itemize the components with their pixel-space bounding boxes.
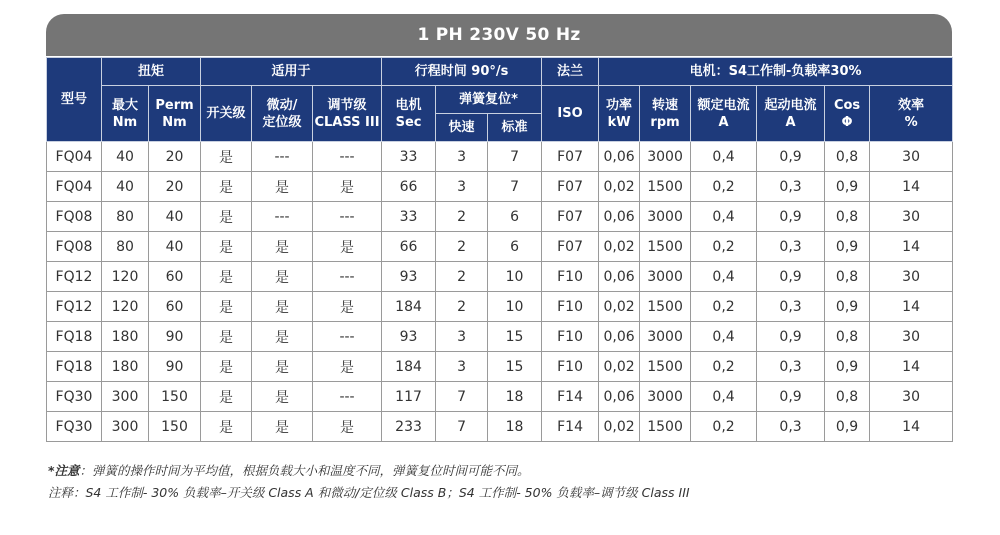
table-cell: 3 — [436, 352, 488, 382]
table-row — [47, 202, 953, 232]
table-cell: 0,9 — [757, 142, 825, 172]
table-cell: 0,02 — [599, 292, 640, 322]
table-cell: 90 — [149, 322, 201, 352]
table-cell: 7 — [488, 142, 542, 172]
table-cell: --- — [313, 262, 382, 292]
note-duty: 注释：S4 工作制- 30% 负载率–开关级 Class A 和微动/定位级 Class B；S4 工作制- 50% 负载率–调节级 Class III — [48, 485, 690, 500]
table-cell: 0,02 — [599, 172, 640, 202]
table-cell: 1500 — [640, 172, 691, 202]
table-cell: 66 — [382, 232, 436, 262]
table-cell: 0,06 — [599, 322, 640, 352]
table-cell: 117 — [382, 382, 436, 412]
footnotes — [48, 460, 952, 504]
table-cell: --- — [252, 202, 313, 232]
table-cell: 0,8 — [825, 322, 870, 352]
header-motor-group: 电机：S4工作制-负载率30% — [599, 58, 953, 86]
header-flange: 法兰 — [542, 58, 599, 86]
table-cell: 6 — [488, 232, 542, 262]
table-cell: 0,3 — [757, 412, 825, 442]
table-cell: 1500 — [640, 232, 691, 262]
table-cell: 是 — [252, 232, 313, 262]
table-cell: F07 — [542, 172, 599, 202]
table-cell: 0,8 — [825, 202, 870, 232]
table-cell: 2 — [436, 292, 488, 322]
header-flange-iso: ISO — [542, 86, 599, 142]
table-cell: 是 — [201, 202, 252, 232]
table-cell: 1500 — [640, 412, 691, 442]
table-cell: 20 — [149, 142, 201, 172]
table-row — [47, 412, 953, 442]
table-cell: 180 — [102, 322, 149, 352]
table-cell: 3 — [436, 322, 488, 352]
table-cell: FQ12 — [47, 262, 102, 292]
table-cell: 40 — [149, 202, 201, 232]
table-cell: 0,2 — [691, 292, 757, 322]
table-cell: 7 — [488, 172, 542, 202]
table-cell: 60 — [149, 262, 201, 292]
table-cell: 是 — [201, 142, 252, 172]
table-cell: FQ30 — [47, 412, 102, 442]
table-cell: FQ18 — [47, 352, 102, 382]
table-cell: FQ30 — [47, 382, 102, 412]
table-cell: 0,8 — [825, 262, 870, 292]
table-cell: 93 — [382, 262, 436, 292]
table-row — [47, 382, 953, 412]
header-stroke-time: 行程时间 90°/s — [382, 58, 542, 86]
table-cell: 是 — [252, 292, 313, 322]
table-cell: 184 — [382, 352, 436, 382]
header-power: 功率 kW — [599, 86, 640, 142]
table-cell: 40 — [102, 172, 149, 202]
table-cell: 150 — [149, 412, 201, 442]
table-cell: 1500 — [640, 292, 691, 322]
table-cell: 0,2 — [691, 412, 757, 442]
table-cell: F14 — [542, 412, 599, 442]
header-switch-class: 开关级 — [201, 86, 252, 142]
table-cell: 7 — [436, 412, 488, 442]
table-cell: 3000 — [640, 142, 691, 172]
table-cell: 66 — [382, 172, 436, 202]
table-cell: 0,9 — [757, 202, 825, 232]
table-header — [47, 58, 953, 142]
table-cell: 14 — [870, 412, 953, 442]
table-cell: 是 — [313, 412, 382, 442]
table-cell: 14 — [870, 352, 953, 382]
header-model: 型号 — [47, 58, 102, 142]
table-cell: 是 — [252, 382, 313, 412]
table-cell: 0,9 — [825, 292, 870, 322]
table-cell: FQ12 — [47, 292, 102, 322]
table-cell: 30 — [870, 262, 953, 292]
table-cell: 90 — [149, 352, 201, 382]
table-cell: 0,9 — [757, 262, 825, 292]
table-cell: 60 — [149, 292, 201, 322]
table-cell: --- — [252, 142, 313, 172]
table-cell: 是 — [252, 412, 313, 442]
table-cell: F10 — [542, 352, 599, 382]
table-cell: 33 — [382, 142, 436, 172]
table-cell: 300 — [102, 412, 149, 442]
table-cell: 0,9 — [825, 352, 870, 382]
table-cell: FQ08 — [47, 202, 102, 232]
table-cell: 3000 — [640, 322, 691, 352]
table-cell: 3000 — [640, 262, 691, 292]
table-cell: 0,4 — [691, 202, 757, 232]
table-cell: 是 — [252, 352, 313, 382]
header-speed: 转速 rpm — [640, 86, 691, 142]
table-cell: FQ08 — [47, 232, 102, 262]
table-cell: 是 — [201, 352, 252, 382]
table-row — [47, 232, 953, 262]
header-efficiency: 效率 % — [870, 86, 953, 142]
table-row — [47, 352, 953, 382]
table-cell: 150 — [149, 382, 201, 412]
table-cell: 0,02 — [599, 352, 640, 382]
table-cell: 7 — [436, 382, 488, 412]
table-row — [47, 292, 953, 322]
table-cell: 0,02 — [599, 232, 640, 262]
table-cell: 80 — [102, 202, 149, 232]
table-cell: 是 — [201, 232, 252, 262]
table-cell: F07 — [542, 142, 599, 172]
table-cell: 是 — [201, 412, 252, 442]
table-cell: 14 — [870, 232, 953, 262]
table-cell: FQ04 — [47, 142, 102, 172]
table-cell: 18 — [488, 412, 542, 442]
table-cell: 是 — [201, 292, 252, 322]
table-cell: F07 — [542, 202, 599, 232]
table-cell: 是 — [252, 262, 313, 292]
table-cell: 0,8 — [825, 382, 870, 412]
table-cell: 0,06 — [599, 382, 640, 412]
header-applicable: 适用于 — [201, 58, 382, 86]
table-cell: 30 — [870, 322, 953, 352]
spec-table — [46, 57, 953, 442]
table-cell: 0,9 — [825, 412, 870, 442]
table-cell: 2 — [436, 202, 488, 232]
table-cell: 1500 — [640, 352, 691, 382]
table-cell: 是 — [313, 292, 382, 322]
table-cell: 120 — [102, 262, 149, 292]
table-cell: 0,9 — [825, 232, 870, 262]
table-cell: 是 — [252, 172, 313, 202]
table-cell: 40 — [149, 232, 201, 262]
table-cell: 是 — [252, 322, 313, 352]
table-cell: 0,3 — [757, 352, 825, 382]
table-cell: 3 — [436, 142, 488, 172]
table-cell: 40 — [102, 142, 149, 172]
header-regulating-class: 调节级 CLASS III — [313, 86, 382, 142]
table-cell: 93 — [382, 322, 436, 352]
table-cell: 0,9 — [757, 322, 825, 352]
table-body — [47, 142, 953, 442]
header-spring-return: 弹簧复位* — [436, 86, 542, 114]
table-cell: 300 — [102, 382, 149, 412]
table-cell: 是 — [201, 322, 252, 352]
table-title: 1 PH 230V 50 Hz — [46, 14, 952, 56]
table-cell: 30 — [870, 382, 953, 412]
header-rated-current: 额定电流 A — [691, 86, 757, 142]
table-cell: 2 — [436, 262, 488, 292]
table-cell: 0,9 — [825, 172, 870, 202]
header-torque-max: 最大 Nm — [102, 86, 149, 142]
table-cell: F10 — [542, 322, 599, 352]
table-cell: 是 — [313, 352, 382, 382]
table-cell: 0,06 — [599, 262, 640, 292]
table-cell: --- — [313, 142, 382, 172]
table-cell: 是 — [201, 172, 252, 202]
table-cell: 33 — [382, 202, 436, 232]
table-cell: 30 — [870, 202, 953, 232]
table-cell: 0,3 — [757, 172, 825, 202]
table-cell: 30 — [870, 142, 953, 172]
table-cell: 是 — [313, 172, 382, 202]
table-cell: 10 — [488, 292, 542, 322]
table-cell: 0,02 — [599, 412, 640, 442]
table-row — [47, 262, 953, 292]
table-cell: 180 — [102, 352, 149, 382]
table-cell: 2 — [436, 232, 488, 262]
table-cell: 0,2 — [691, 352, 757, 382]
table-cell: 15 — [488, 322, 542, 352]
table-cell: 0,4 — [691, 262, 757, 292]
table-cell: FQ18 — [47, 322, 102, 352]
table-cell: F10 — [542, 292, 599, 322]
table-cell: 3 — [436, 172, 488, 202]
header-spring-standard: 标准 — [488, 114, 542, 142]
table-cell: FQ04 — [47, 172, 102, 202]
table-cell: 184 — [382, 292, 436, 322]
table-cell: 是 — [201, 262, 252, 292]
table-cell: 80 — [102, 232, 149, 262]
table-cell: F07 — [542, 232, 599, 262]
table-cell: 3000 — [640, 382, 691, 412]
table-cell: 0,06 — [599, 142, 640, 172]
table-cell: F14 — [542, 382, 599, 412]
table-cell: 0,3 — [757, 232, 825, 262]
header-start-current: 起动电流 A — [757, 86, 825, 142]
header-cos-phi: Cos Φ — [825, 86, 870, 142]
header-spring-fast: 快速 — [436, 114, 488, 142]
table-cell: 18 — [488, 382, 542, 412]
table-cell: 0,06 — [599, 202, 640, 232]
table-cell: 233 — [382, 412, 436, 442]
table-cell: 0,4 — [691, 382, 757, 412]
table-cell: 0,2 — [691, 172, 757, 202]
table-cell: 10 — [488, 262, 542, 292]
table-cell: 14 — [870, 292, 953, 322]
table-row — [47, 142, 953, 172]
table-cell: 0,4 — [691, 142, 757, 172]
header-fine-class: 微动/ 定位级 — [252, 86, 313, 142]
header-torque: 扭矩 — [102, 58, 201, 86]
header-torque-perm: Perm Nm — [149, 86, 201, 142]
table-cell: --- — [313, 382, 382, 412]
table-cell: 0,3 — [757, 292, 825, 322]
table-cell: --- — [313, 322, 382, 352]
table-row — [47, 172, 953, 202]
table-cell: 是 — [313, 232, 382, 262]
table-cell: 0,9 — [757, 382, 825, 412]
table-cell: --- — [313, 202, 382, 232]
table-cell: 0,2 — [691, 232, 757, 262]
note-spring: *注意：弹簧的操作时间为平均值，根据负载大小和温度不同，弹簧复位时间可能不同。 — [48, 463, 530, 478]
table-cell: 120 — [102, 292, 149, 322]
table-cell: 0,4 — [691, 322, 757, 352]
header-motor-sec: 电机 Sec — [382, 86, 436, 142]
table-cell: 20 — [149, 172, 201, 202]
table-cell: 0,8 — [825, 142, 870, 172]
table-cell: 3000 — [640, 202, 691, 232]
table-cell: 6 — [488, 202, 542, 232]
table-cell: 15 — [488, 352, 542, 382]
table-row — [47, 322, 953, 352]
table-cell: F10 — [542, 262, 599, 292]
table-cell: 是 — [201, 382, 252, 412]
table-cell: 14 — [870, 172, 953, 202]
